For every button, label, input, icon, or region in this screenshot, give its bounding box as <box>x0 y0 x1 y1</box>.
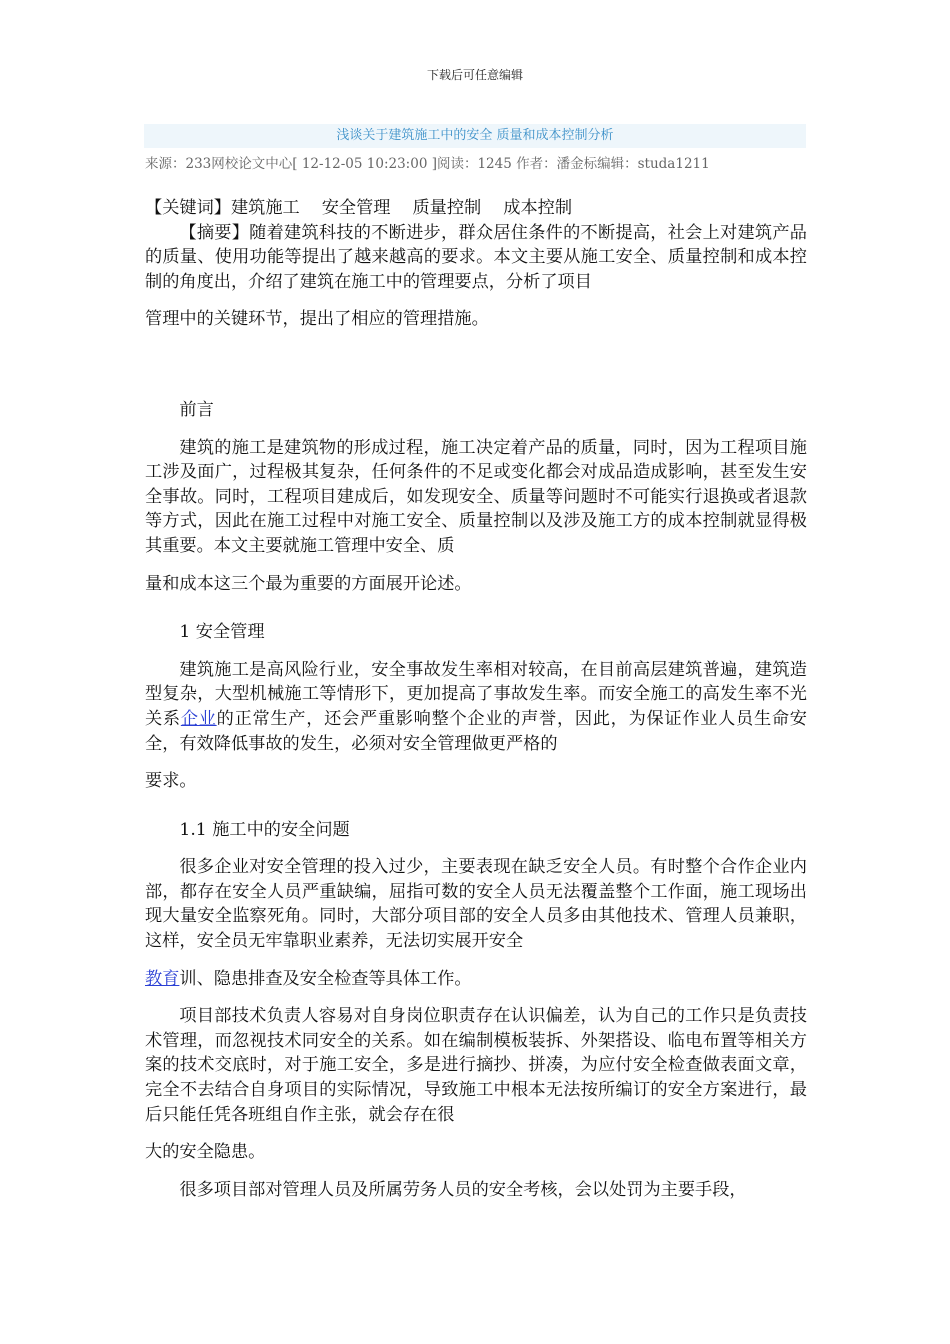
keyword: 质量控制 <box>412 198 482 218</box>
paragraph-2-tail: 大的安全隐患。 <box>145 1142 266 1163</box>
section11-heading: 1.1 施工中的安全问题 <box>179 819 350 840</box>
preface-paragraph: 建筑的施工是建筑物的形成过程，施工决定着产品的质量，同时，因为工程项目施工涉及面广，过程极其复杂，任何条件的不足或变化都会对成品造成影响，甚至发生安全事故。同时，工程项目建成后，如发现安全、质量等问题时不可能实行退换或者退款等方式，因此在施工过程中对施工安全、质量控制以及涉及施工方的成本控制就显得极其重要。本文主要就施工管理中安全、质 <box>145 437 807 556</box>
keyword: 成本控制 <box>503 198 573 218</box>
preface-tail: 量和成本这三个最为重要的方面展开论述。 <box>145 573 472 594</box>
paragraph-1-tail: 教育训、隐患排查及安全检查等具体工作。 <box>145 968 472 989</box>
keywords-label: 【关键词】 <box>145 198 231 218</box>
paragraph-3: 很多项目部对管理人员及所属劳务人员的安全考核，会以处罚为主要手段， <box>179 1179 747 1200</box>
paragraph-1: 很多企业对安全管理的投入过少，主要表现在缺乏安全人员。有时整个合作企业内部，都存在安全人员严重缺编，屈指可数的安全人员无法覆盖整个工作面，施工现场出现大量安全监察死角。同时，大部分项目部的安全人员多由其他技术、管理人员兼职，这样，安全员无牢靠职业素养，无法切实展开安全 <box>145 857 807 952</box>
article-meta: 来源：233网校论文中心[ 12-12-05 10:23:00 ]阅读：1245 作者：潘金标编辑：studa1211 <box>145 156 710 172</box>
page-header-note: 下载后可任意编辑 <box>426 68 523 82</box>
section1-paragraph: 建筑施工是高风险行业，安全事故发生率相对较高，在目前高层建筑普遍，建筑造型复杂，大型机械施工等情形下，更加提高了事故发生率。而安全施工的高发生率不光关系企业的正常生产，还会严重影响整个企业的声誉，因此，为保证作业人员生命安全，有效降低事故的发生，必须对安全管理做更严格的 <box>145 659 807 754</box>
enterprise-link[interactable]: 企业 <box>180 708 217 729</box>
keyword: 建筑施工 <box>230 198 300 218</box>
article-body <box>145 196 807 1202</box>
article-title[interactable]: 浅谈关于建筑施工中的安全 质量和成本控制分析 <box>144 124 806 148</box>
section1-heading: 1 安全管理 <box>179 622 265 643</box>
abstract-label: 【摘要】 <box>179 222 250 243</box>
abstract-paragraph: 【摘要】随着建筑科技的不断进步，群众居住条件的不断提高，社会上对建筑产品的质量、使用功能等提出了越来越高的要求。本文主要从施工安全、质量控制和成本控制的角度出，介绍了建筑在施工中的管理要点，分析了项目 <box>145 222 807 292</box>
keyword: 安全管理 <box>321 198 391 218</box>
preface-heading: 前言 <box>179 399 214 420</box>
keywords-line <box>145 196 807 221</box>
section1-tail: 要求。 <box>145 771 197 792</box>
paragraph-2: 项目部技术负责人容易对自身岗位职责存在认识偏差，认为自己的工作只是负责技术管理，而忽视技术同安全的关系。如在编制模板装拆、外架搭设、临电布置等相关方案的技术交底时，对于施工安全，多是进行摘抄、拼凑，为应付安全检查做表面文章，完全不去结合自身项目的实际情况，导致施工中根本无法按所编订的安全方案进行，最后只能任凭各班组自作主张，就会存在很 <box>145 1006 807 1125</box>
abstract-tail: 管理中的关键环节，提出了相应的管理措施。 <box>145 309 489 330</box>
education-link[interactable]: 教育 <box>145 968 180 989</box>
